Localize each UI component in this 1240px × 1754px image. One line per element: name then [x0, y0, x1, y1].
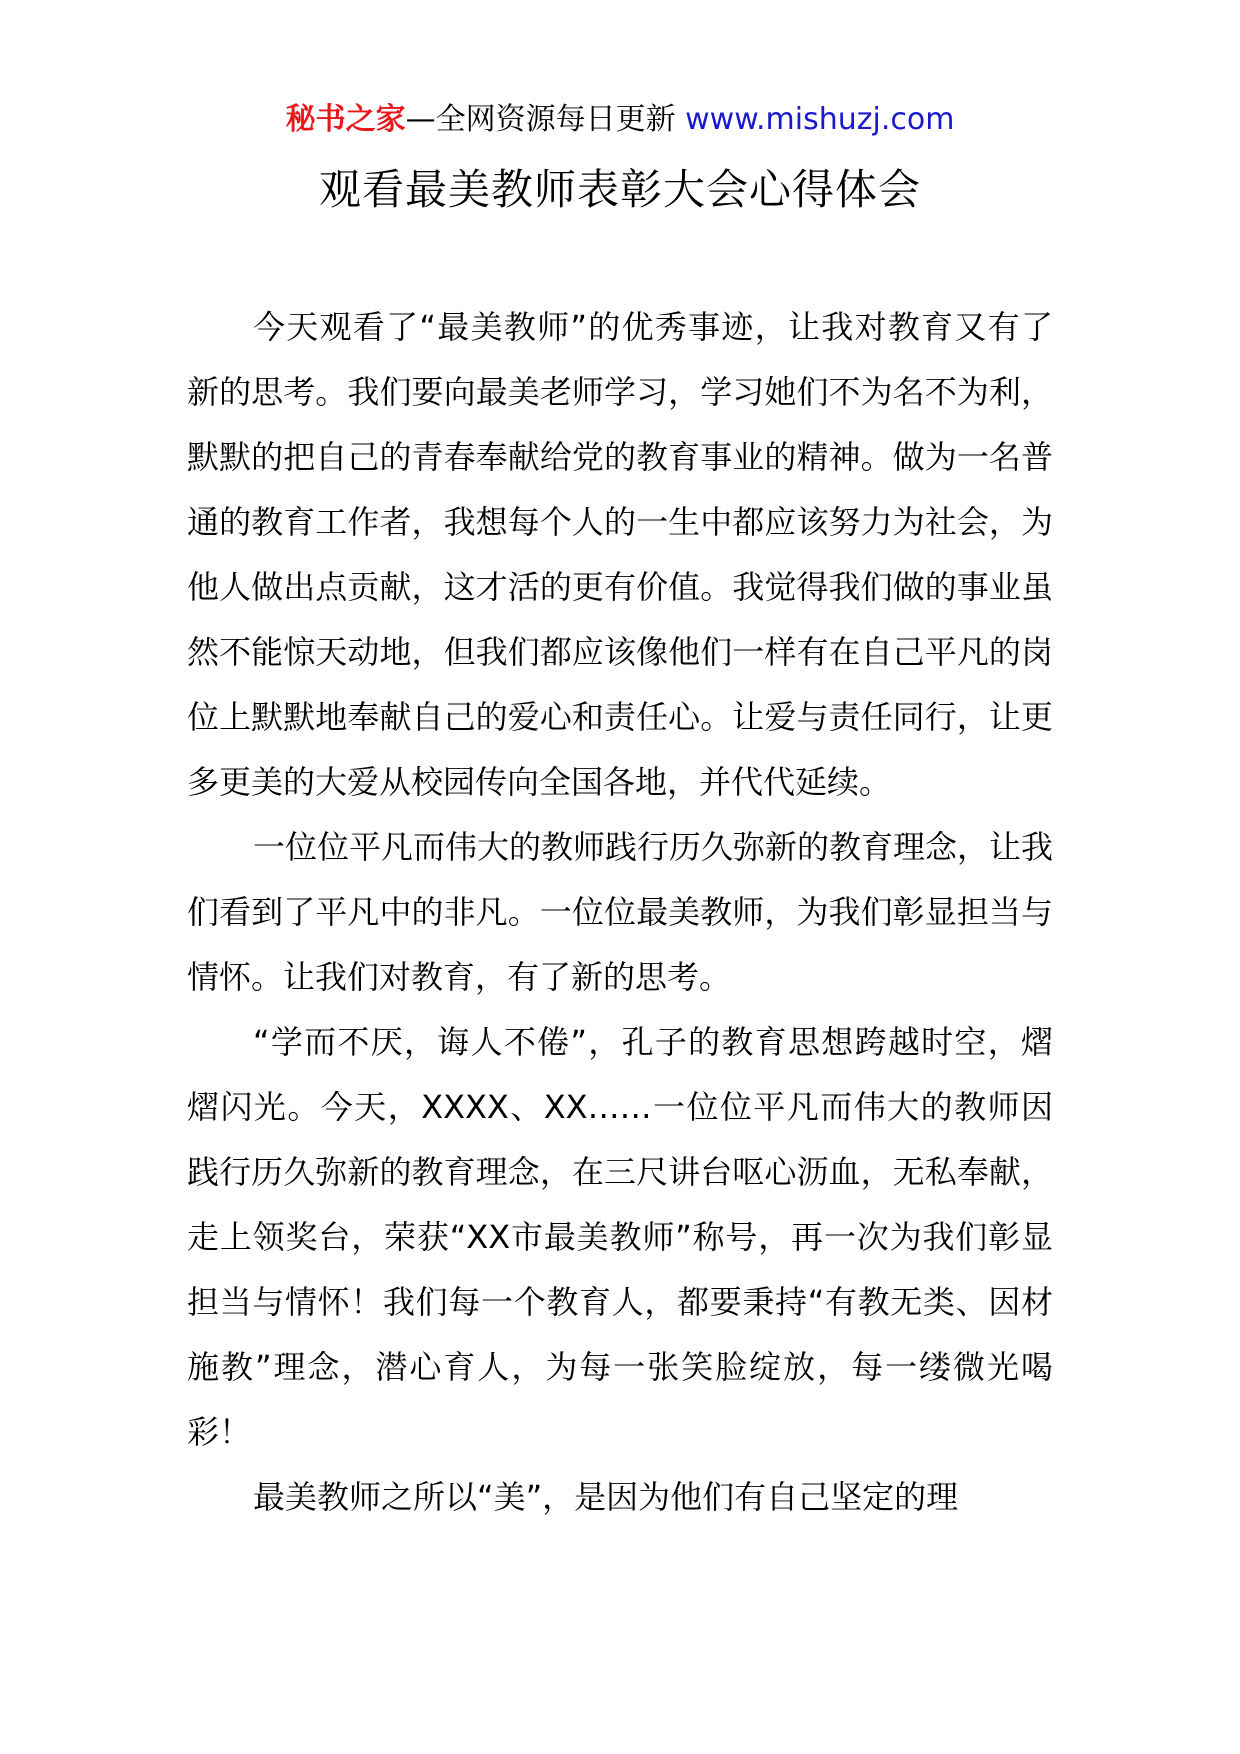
document-title: 观看最美教师表彰大会心得体会 [318, 165, 921, 214]
paragraph: 今天观看了“最美教师”的优秀事迹，让我对教育又有了新的思考。我们要向最美老师学习，学习她们不为名不为利，默默的把自己的青春奉献给党的教育事业的精神。做为一名普通的教育工作者，我想每个人的一生中都应该努力为社会，为他人做出点贡献，这才活的更有价值。我觉得我们做的事业虽然不能惊天动地，但我们都应该像他们一样有在自己平凡的岗位上默默地奉献自己的爱心和责任心。让爱与责任同行，让更多更美的大爱从校园传向全国各地，并代代延续。 [187, 308, 1053, 801]
paragraph: “学而不厌，诲人不倦”，孔子的教育思想跨越时空，熠熠闪光。今天，XXXX、XX……一位位平凡而伟大的教师因践行历久弥新的教育理念，在三尺讲台呕心沥血，无私奉献，走上领奖台，荣获“XX市最美教师”称号，再一次为我们彰显担当与情怀！我们每一个教育人，都要秉持“有教无类、因材施教”理念，潜心育人，为每一张笑脸绽放，每一缕微光喝彩！ [187, 1023, 1053, 1451]
paragraph: 一位位平凡而伟大的教师践行历久弥新的教育理念，让我们看到了平凡中的非凡。一位位最美教师，为我们彰显担当与情怀。让我们对教育，有了新的思考。 [187, 828, 1054, 996]
site-header [0, 98, 1240, 142]
site-tagline: —全网资源每日更新 [405, 102, 676, 137]
brand-name: 秘书之家 [285, 102, 406, 137]
paragraph: 最美教师之所以“美”，是因为他们有自己坚定的理 [253, 1478, 959, 1516]
document-body [187, 295, 1053, 1530]
site-url-link[interactable]: www.mishuzj.com [685, 102, 955, 137]
